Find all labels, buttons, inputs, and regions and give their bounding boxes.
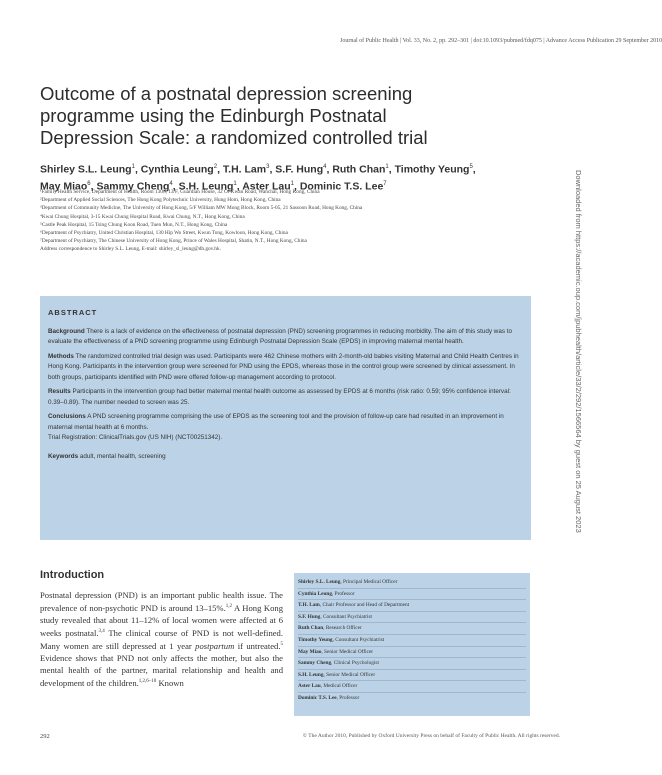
abstract-label: Conclusions: [48, 413, 86, 420]
affiliation-line: ¹Family Health Service, Department of Health, Room 1308, 13/F, Guardian House, 32 Oi Kwan Road, Wanchai, Hong Kong, China: [40, 189, 320, 195]
author-name: Cynthia Leung: [140, 163, 214, 176]
role-author-name: Shirley S.L. Leung: [298, 579, 341, 585]
citation-link[interactable]: 3,4: [98, 629, 105, 635]
author-role-row: [298, 681, 526, 693]
abstract-text: There is a lack of evidence on the effectiveness of postnatal depression (PND) screening programmes in reducing morbidity. The aim of this study was to evaluate the effectiveness of a PND screening programme using Edinburgh Postnatal Depression Scale (EPDS) in improving maternal mental health.: [48, 327, 512, 345]
intro-text: A Hong Kong study revealed that about 11–12% of local women were affected at 6 weeks postnatal.: [40, 602, 284, 638]
abstract-methods: [48, 352, 523, 384]
role-author-name: Sammy Cheng: [298, 660, 332, 667]
affiliation-line: ⁶Department of Psychiatry, United Christian Hospital, 130 Hip Wo Street, Kwun Tong, Kowloon, Hong Kong, China: [40, 230, 288, 237]
author-role-row: [298, 647, 526, 659]
section-heading-introduction: Introduction: [40, 569, 105, 581]
affiliations: [40, 188, 520, 254]
abstract-label: Methods: [48, 352, 74, 360]
author-list: Shirley S.L. Leung$^1$, Cynthia Leung$^2$, T.H. Lam$^3$, S.F. Hung$^4$, Ruth Chan$^1$, Timothy Yeung$^5$, May Miao$^6$, Sammy Cheng$^4$, S.H. Leung$^1$, Aster Lau$^1$, Dominic T.S. Lee$^7$: [40, 163, 476, 192]
author-affil-marker: 3: [266, 164, 270, 170]
abstract-box: [40, 296, 531, 540]
abstract-label: Background: [48, 327, 85, 335]
role-author-name: Dominic T.S. Lee: [298, 694, 337, 701]
intro-italic-term: postpartum: [195, 640, 235, 651]
author-name: T.H. Lam: [222, 163, 267, 176]
abstract-heading: ABSTRACT: [48, 308, 98, 317]
abstract-keywords: [48, 452, 523, 463]
intro-text: Known: [156, 678, 184, 689]
trial-registration: Trial Registration: ClinicalTrials.gov (US NIH) (NCT00251342).: [48, 434, 223, 441]
author-name: Ruth Chan: [332, 163, 386, 176]
author-name: Shirley S.L. Leung: [40, 163, 132, 176]
author-role-row: [298, 693, 526, 704]
author-name: S.F. Hung: [275, 163, 324, 176]
author-affil-marker: 4: [169, 180, 173, 187]
abstract-background: [48, 327, 523, 348]
running-head: Journal of Public Health | Vol. 33, No. 2, pp. 292–301 | doi:10.1093/pubmed/fdq075 | Advance Access Publication 29 September 2010: [340, 38, 662, 44]
author-affil-marker: 2: [213, 164, 218, 170]
role-author-name: Aster Lau: [298, 683, 321, 690]
role-title: , Professor: [332, 590, 355, 597]
affiliation-line: ⁵Castle Peak Hospital, 15 Tsing Chung Koon Road, Tuen Mun, N.T., Hong Kong, China: [40, 221, 228, 228]
author-affil-marker: 1: [131, 164, 135, 170]
abstract-label: Keywords: [48, 452, 79, 460]
abstract-text: The randomized controlled trial design was used. Participants were 462 Chinese mothers with 2-month-old babies visiting Maternal and Child Health Centres in Hong Kong. Participants in the intervention group were screened for PND using the EPDS, whereas those in the control group were screened by clinical assessment. In both groups, participants identified with PND were offered follow-up management according to protocol.: [48, 352, 519, 381]
author-affil-marker: 1: [233, 180, 237, 187]
role-title: , Consultant Psychiatrist: [332, 636, 385, 643]
role-title: , Research Officer: [323, 625, 362, 632]
intro-text: if untreated.: [234, 640, 281, 651]
copyright-notice: © The Author 2010, Published by Oxford University Press on behalf of Faculty of Public Health. All rights reserved.: [302, 733, 560, 739]
citation-link[interactable]: 5: [280, 642, 283, 648]
correspondence-line: Address correspondence to Shirley S.L. Leung, E-mail: shirley_sl_leung@dh.gov.hk.: [40, 246, 221, 253]
download-watermark: [573, 170, 583, 600]
author-name: May Miao: [40, 180, 88, 192]
role-title: , Medical Officer: [320, 683, 358, 690]
role-author-name: Timothy Yeung: [298, 636, 333, 643]
role-author-name: T.H. Lam: [298, 602, 320, 609]
intro-text: Evidence shows that PND not only affects the mother, but also the mental health of the partner, marital relationship and health and development of the children.: [40, 653, 283, 689]
role-title: , Principal Medical Officer: [340, 579, 398, 585]
role-title: , Clinical Psychologist: [331, 660, 379, 667]
author-affil-marker: 4: [323, 164, 327, 170]
author-affil-marker: 7: [383, 180, 387, 187]
affiliation-line: ³Department of Community Medicine, The University of Hong Kong, 5/F William MW Mong Block, Room 5-05, 21 Sassoon Road, Hong Kong, China: [40, 205, 363, 212]
author-role-row: [298, 612, 526, 624]
abstract-label: Results: [48, 388, 71, 395]
role-author-name: Ruth Chan: [298, 625, 324, 632]
article-title: Outcome of a postnatal depression screening programme using the Edinburgh Postnatal Depression Scale: a randomized controlled trial: [40, 83, 428, 148]
role-title: , Senior Medical Officer: [321, 648, 374, 655]
role-author-name: S.F. Hung: [298, 613, 321, 620]
introduction-paragraph: [40, 589, 283, 689]
author-name: Aster Lau: [242, 180, 291, 192]
author-name: Sammy Cheng: [96, 180, 170, 192]
abstract-conclusions: [48, 412, 523, 433]
role-title: , Professor: [336, 694, 360, 701]
abstract-text: A PND screening programme comprising the use of EPDS as the screening tool and the provision of follow-up care had resulted in an improvement in maternal mental health at 6 months.: [48, 413, 504, 431]
role-title: , Consultant Psychiatrist: [320, 613, 372, 620]
role-title: , Senior Medical Officer: [323, 671, 376, 678]
role-author-name: Cynthia Leung: [298, 590, 332, 597]
author-role-row: [298, 658, 526, 670]
abstract-results: [48, 387, 523, 408]
citation-link[interactable]: 1,2: [225, 604, 232, 610]
author-role-row: [298, 670, 526, 682]
role-title: , Chair Professor and Head of Department: [319, 602, 410, 609]
affiliation-line: ⁷Department of Psychiatry, The Chinese University of Hong Kong, Prince of Wales Hospital, Shatin, N.T., Hong Kong, China: [40, 238, 307, 245]
author-affil-marker: 5: [469, 164, 473, 170]
author-affil-marker: 1: [290, 180, 294, 187]
abstract-text: Participants in the intervention group had better maternal mental health outcome as assessed by EPDS at 6 months (risk ratio: 0.59; 95% confidence interval: 0.39–0.89). The number needed to screen was 25.: [48, 388, 511, 406]
keywords-text: adult, mental health, screening: [79, 452, 166, 460]
author-role-row: [298, 623, 526, 635]
role-author-name: May Miao: [298, 648, 322, 655]
affiliation-line: ⁴Kwai Chung Hospital, 3-15 Kwai Chung Hospital Road, Kwai Chung, N.T., Hong Kong, China: [40, 213, 245, 220]
author-name: Dominic T.S. Lee: [299, 180, 384, 192]
role-author-name: S.H. Leung: [298, 671, 324, 678]
author-role-row: [298, 577, 526, 589]
author-roles-box: [294, 573, 530, 716]
author-role-row: [298, 589, 526, 601]
citation-link[interactable]: 1,2,6–10: [138, 679, 157, 685]
download-watermark-text: Downloaded from https://academic.oup.com/jpubhealth/article/33/2/292/1566564 by guest on 25 August 2023: [574, 170, 583, 533]
intro-text: The clinical course of PND is not well-defined. Many women are still depressed at 1 year: [40, 628, 283, 651]
author-name: Timothy Yeung: [394, 163, 470, 176]
author-affil-marker: 6: [87, 180, 91, 187]
author-role-row: [298, 600, 526, 612]
author-affil-marker: 1: [385, 164, 389, 170]
intro-text: Postnatal depression (PND) is an important public health issue. The prevalence of non-psychotic PND is around 13–15%.: [40, 590, 283, 613]
page-number: 292: [40, 733, 50, 740]
affiliation-line: ²Department of Applied Social Sciences, The Hong Kong Polytechnic University, Hung Hom, Hong Kong, China: [40, 197, 281, 204]
author-name: S.H. Leung: [178, 180, 234, 192]
author-role-row: [298, 635, 526, 647]
